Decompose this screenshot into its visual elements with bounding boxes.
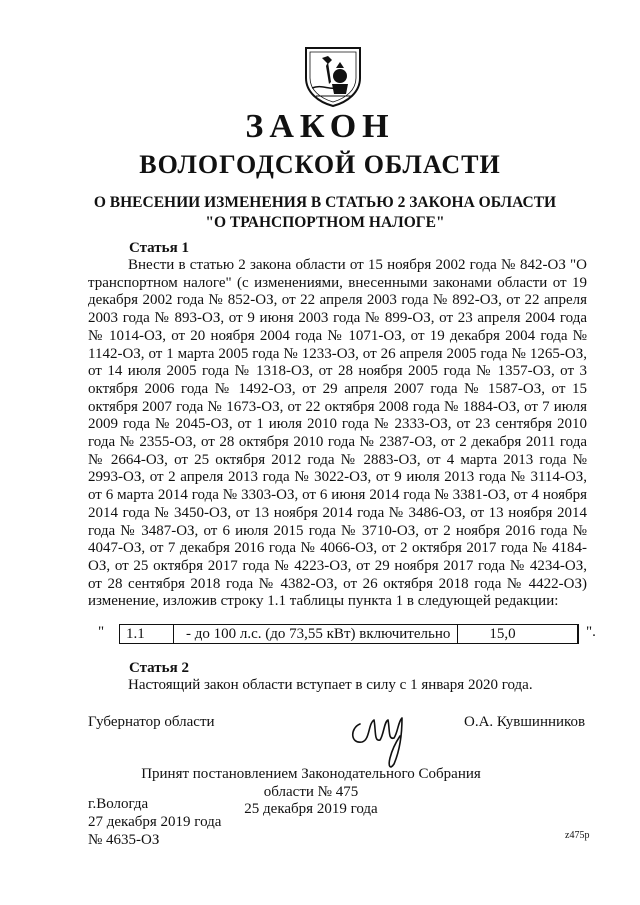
article-1-text-block [88, 257, 587, 611]
signing-date: 27 декабря 2019 года [88, 814, 222, 830]
coat-of-arms-emblem [298, 44, 368, 108]
article-2-title: Статья 2 [129, 660, 189, 676]
quote-close: ". [586, 624, 596, 640]
row-number-cell: 1.1 [120, 625, 174, 643]
article-1-title: Статья 1 [129, 240, 189, 256]
city: г.Вологда [88, 796, 149, 812]
article-1-text: Внести в статью 2 закона области от 15 ноября 2002 года № 842-ОЗ "О транспортном налоге" (с изменениями, внесенными законами области от 19 декабря 2002 года № 852-ОЗ, от 22 апреля 2003 года № 892-ОЗ, от 22 апреля 2003 года № 893-ОЗ, от 9 июня 2003 года № 899-ОЗ, от 23 апреля 2004 года № 1014-ОЗ, от 20 ноября 2004 года № 1071-ОЗ, от 19 декабря 2004 года № 1142-ОЗ, от 1 марта 2005 года № 1233-ОЗ, от 26 апреля 2005 года № 1265-ОЗ, от 14 июля 2005 года № 1318-ОЗ, от 28 ноября 2005 года № 1357-ОЗ, от 3 октября 2006 года № 1492-ОЗ, от 29 апреля 2007 года № 1587-ОЗ, от 15 октября 2007 года № 1673-ОЗ, от 22 октября 2008 года № 1884-ОЗ, от 7 июля 2009 года № 2045-ОЗ, от 1 июля 2010 года № 2333-ОЗ, от 23 сентября 2010 года № 2355-ОЗ, от 28 октября 2010 года № 2387-ОЗ, от 2 декабря 2011 года № 2664-ОЗ, от 25 октября 2012 года № 2883-ОЗ, от 4 марта 2013 года № 2993-ОЗ, от 2 апреля 2013 года № 3022-ОЗ, от 9 июля 2013 года № 3114-ОЗ, от 6 марта 2014 года № 3303-ОЗ, от 6 июня 2014 года № 3381-ОЗ, от 4 ноября 2014 года № 3450-ОЗ, от 13 ноября 2014 года № 3486-ОЗ, от 13 ноября 2014 года № 3487-ОЗ, от 6 июля 2015 года № 3710-ОЗ, от 2 ноября 2016 года № 4047-ОЗ, от 7 декабря 2016 года № 4066-ОЗ, от 2 октября 2017 года № 4184-ОЗ, от 25 октября 2017 года № 4223-ОЗ, от 29 ноября 2017 года № 4234-ОЗ, от 28 сентября 2018 года № 4382-ОЗ, от 26 октября 2018 года № 4422-ОЗ) изменение, изложив строку 1.1 таблицы пункта 1 в следующей редакции: [88, 257, 587, 610]
adoption-line-1: Принят постановлением Законодательного Собрания области № 475 [141, 766, 481, 800]
adoption-note [121, 766, 501, 819]
law-heading-line-2: "О ТРАНСПОРТНОМ НАЛОГЕ" [205, 214, 445, 231]
law-number: № 4635-ОЗ [88, 832, 160, 848]
law-heading [60, 193, 590, 233]
article-2-text: Настоящий закон области вступает в силу с 1 января 2020 года. [128, 677, 533, 693]
signatory-name: О.А. Кувшинников [464, 714, 586, 730]
tax-table-row [96, 624, 600, 644]
handwritten-signature [340, 694, 420, 774]
adoption-date: 25 декабря 2019 года [244, 801, 378, 817]
row-rate-cell: 15,0 [458, 625, 578, 643]
signatory-position: Губернатор области [88, 714, 215, 730]
law-title: ЗАКОН [245, 108, 395, 145]
law-heading-line-1: О ВНЕСЕНИИ ИЗМЕНЕНИЯ В СТАТЬЮ 2 ЗАКОНА ОБЛАСТИ [93, 194, 557, 211]
article-2-text-block [88, 677, 587, 695]
region-title: ВОЛОГОДСКОЙ ОБЛАСТИ [139, 150, 501, 179]
document-code: z475p [565, 830, 590, 841]
row-description-cell: - до 100 л.с. (до 73,55 кВт) включительно [174, 625, 458, 643]
quote-open: " [98, 624, 105, 640]
tax-table [119, 624, 579, 644]
